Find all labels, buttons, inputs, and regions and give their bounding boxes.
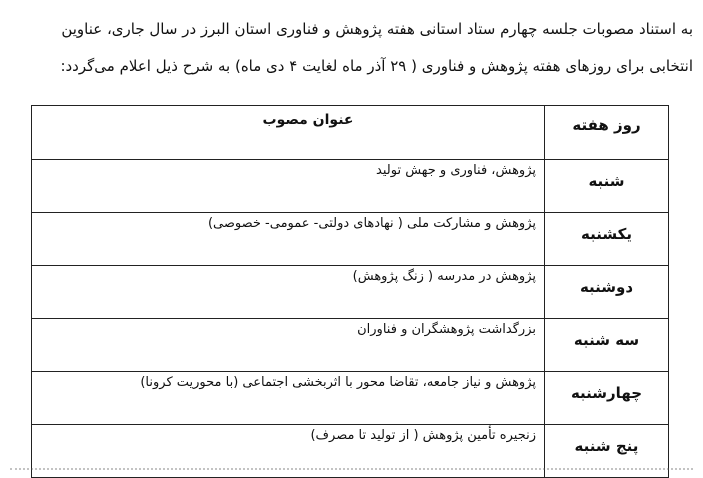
week-days-table	[31, 105, 669, 478]
table-row	[32, 372, 669, 425]
header-title: عنوان مصوب	[32, 106, 545, 160]
cut-off-text-fragment	[10, 468, 693, 475]
table-row	[32, 319, 669, 372]
intro-line-2: انتخابی برای روزهای هفته پژوهش و فناوری ( ۲۹ آذر ماه لغایت ۴ دی ماه) به شرح ذیل اعلام می‌گردد:	[60, 57, 693, 75]
row-title: بزرگداشت پژوهشگران و فناوران	[32, 319, 545, 372]
cut-off-next-line	[0, 466, 703, 475]
intro-paragraph	[0, 0, 703, 90]
table-header-row	[32, 106, 669, 160]
intro-line-1: به استناد مصوبات جلسه چهارم ستاد استانی هفته پژوهش و فناوری استان البرز در سال جاری، عناوین	[61, 20, 693, 38]
row-title: پژوهش در مدرسه ( زنگ پژوهش)	[32, 266, 545, 319]
row-day: دوشنبه	[545, 266, 669, 319]
row-title: پژوهش و نیاز جامعه، تقاضا محور با اثربخشی اجتماعی (با محوریت کرونا)	[32, 372, 545, 425]
row-day: شنبه	[545, 160, 669, 213]
table-row	[32, 266, 669, 319]
row-title: پژوهش، فناوری و جهش تولید	[32, 160, 545, 213]
row-title: زنجیره تأمین پژوهش ( از تولید تا مصرف)	[32, 425, 545, 478]
row-day: پنج شنبه	[545, 425, 669, 478]
row-title: پژوهش و مشارکت ملی ( نهادهای دولتی- عمومی- خصوصی)	[32, 213, 545, 266]
header-day: روز هفته	[545, 106, 669, 160]
table-row	[32, 160, 669, 213]
row-day: یکشنبه	[545, 213, 669, 266]
row-day: سه شنبه	[545, 319, 669, 372]
table-row	[32, 213, 669, 266]
row-day: چهارشنبه	[545, 372, 669, 425]
